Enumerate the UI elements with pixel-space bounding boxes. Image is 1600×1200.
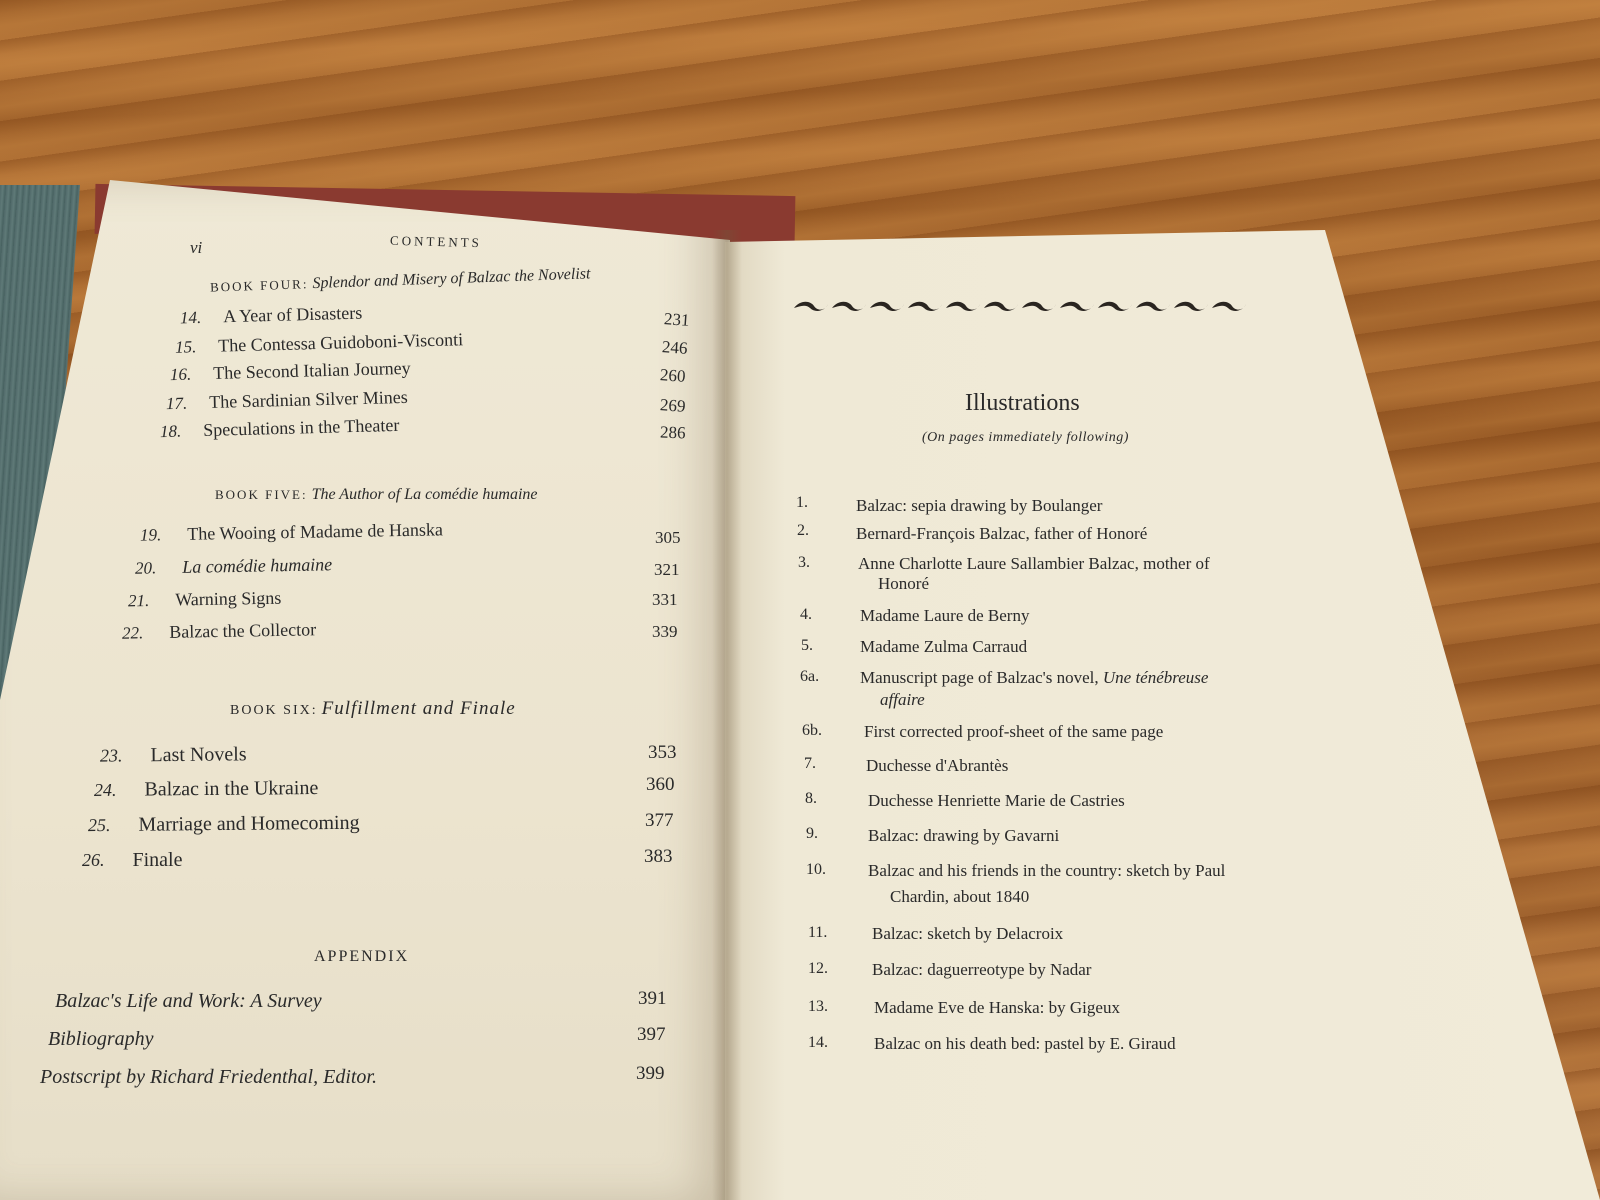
illustration-number: 8. [805,790,817,807]
illustration-number: 1. [796,494,808,511]
chapter-page: 305 [655,528,681,547]
book-six-heading [230,698,516,720]
appendix-entry-title[interactable]: Balzac's Life and Work: A Survey [55,990,322,1012]
illustration-text: First corrected proof-sheet of the same page [864,722,1164,741]
toc-entry[interactable] [94,777,319,802]
illustration-text: Madame Laure de Berny [860,606,1030,625]
book-six-label: BOOK SIX: [230,703,318,718]
list-item[interactable] [808,960,828,978]
illustration-text: Anne Charlotte Laure Sallambier Balzac, mother of [858,554,1210,573]
list-item[interactable] [797,522,809,540]
illustration-text [860,666,1208,689]
list-item[interactable] [801,637,813,655]
chapter-title: The Sardinian Silver Mines [209,386,408,413]
chapter-title: Speculations in the Theater [203,414,400,440]
chapter-number: 23. [99,745,123,766]
list-item[interactable] [798,554,810,572]
chapter-title: The Second Italian Journey [213,357,411,384]
illustration-text-continued: Chardin, about 1840 [890,887,1030,906]
list-item[interactable] [805,790,817,808]
chapter-title: Warning Signs [175,587,282,610]
illustration-text: Balzac: drawing by Gavarni [868,826,1060,845]
chapter-number: 15. [174,337,197,357]
chapter-number: 19. [139,525,162,545]
chapter-number: 20. [134,558,157,578]
list-item[interactable] [802,722,822,740]
illustration-text: Madame Zulma Carraud [860,637,1028,656]
illustrations-subtitle: (On pages immediately following) [922,430,1129,445]
chapter-page: 260 [659,365,687,386]
list-item[interactable] [800,668,819,686]
illustration-number: 3. [798,554,810,571]
chapter-number: 16. [169,364,192,385]
chapter-title: Finale [132,849,183,871]
appendix-entry-page: 399 [636,1063,665,1084]
illustration-text-italic: Une ténébreuse [1102,668,1209,687]
illustration-text: Bernard-François Balzac, father of Honoré [856,524,1148,543]
chapter-title: Balzac the Collector [169,619,317,642]
list-item[interactable] [796,494,808,512]
chapter-title: A Year of Disasters [222,302,363,327]
chapter-page: 269 [659,395,687,416]
chapter-page: 246 [661,337,689,358]
ornament-scrolls [794,302,1246,311]
toc-entry[interactable] [122,619,317,643]
appendix-entry-title[interactable]: Postscript by Richard Friedenthal, Editor. [40,1066,378,1088]
chapter-page: 331 [652,590,678,609]
list-item[interactable] [808,924,827,942]
illustration-number: 9. [806,825,818,842]
illustration-number: 2. [797,522,809,539]
ornament-divider [792,298,1252,314]
chapter-title: Balzac in the Ukraine [144,777,319,801]
illustration-text-continued: Honoré [878,574,929,593]
book-six-title: Fulfillment and Finale [321,698,516,719]
chapter-page: 286 [659,422,686,443]
illustration-number: 11. [808,924,828,941]
appendix-entry-page: 397 [637,1024,666,1045]
illustrations-title: Illustrations [965,390,1080,416]
illustration-number: 6a. [800,668,820,685]
chapter-page: 383 [644,846,673,867]
illustration-text: Balzac: sketch by Delacroix [872,924,1064,943]
chapter-page: 231 [663,309,691,330]
list-item[interactable] [800,606,812,624]
book-gutter [712,230,742,1200]
toc-entry[interactable] [82,849,183,872]
list-item[interactable] [806,861,826,879]
list-item[interactable] [806,825,818,843]
list-item[interactable] [808,998,828,1016]
illustration-number: 12. [808,960,828,977]
chapter-page: 339 [652,622,678,641]
illustration-number: 10. [806,861,826,878]
toc-entry[interactable] [135,554,333,578]
illustration-number: 14. [808,1034,828,1051]
toc-entry[interactable] [128,588,282,612]
chapter-number: 17. [165,393,188,414]
chapter-title: The Contessa Guidoboni-Visconti [218,329,464,356]
chapter-number: 22. [121,623,144,643]
page-folio: vi [190,238,203,257]
illustration-text: Duchesse Henriette Marie de Castries [868,791,1125,810]
running-head: CONTENTS [389,232,483,251]
illustration-text: Duchesse d'Abrantès [866,756,1009,775]
chapter-number: 21. [127,590,150,611]
list-item[interactable] [808,1034,828,1052]
illustration-text: Balzac: daguerreotype by Nadar [872,960,1092,979]
appendix-heading: APPENDIX [314,948,410,965]
illustration-text-continued: affaire [880,690,925,709]
chapter-number: 26. [82,850,105,870]
chapter-page: 360 [646,774,675,795]
chapter-title: Marriage and Homecoming [138,811,360,836]
illustration-number: 6b. [802,722,822,739]
chapter-number: 14. [179,307,202,328]
illustration-text-roman: Manuscript page of Balzac's novel, [860,668,1099,687]
book-five-label: BOOK FIVE: [215,487,308,502]
book-five-heading [215,486,538,504]
illustration-number: 5. [801,637,813,654]
book-four-label: BOOK FOUR: [209,276,309,295]
illustration-number: 7. [804,755,816,772]
appendix-entry-page: 391 [638,988,667,1009]
illustration-number: 13. [808,998,828,1015]
book-five-title: The Author of La comédie humaine [311,486,538,503]
book-four-title: Splendor and Misery of Balzac the Novelist [312,265,591,293]
chapter-title: La comédie humaine [182,554,333,577]
toc-entry[interactable] [88,812,360,837]
chapter-number: 25. [87,814,111,836]
chapter-page: 353 [648,742,677,763]
chapter-title: Last Novels [150,743,247,767]
illustration-text: Balzac: sepia drawing by Boulanger [856,496,1103,515]
chapter-page: 321 [654,560,680,579]
appendix-entry-title[interactable]: Bibliography [48,1028,154,1050]
toc-entry[interactable] [100,743,247,767]
chapter-page: 377 [645,810,674,831]
illustration-number: 4. [800,606,812,623]
chapter-title: The Wooing of Madame de Hanska [187,519,444,544]
chapter-number: 18. [159,421,182,442]
list-item[interactable] [804,755,816,773]
illustration-text: Balzac on his death bed: pastel by E. Giraud [874,1034,1176,1053]
illustration-text: Madame Eve de Hanska: by Gigeux [874,998,1120,1017]
chapter-number: 24. [93,779,117,800]
illustration-text: Balzac and his friends in the country: sketch by Paul [868,861,1226,880]
